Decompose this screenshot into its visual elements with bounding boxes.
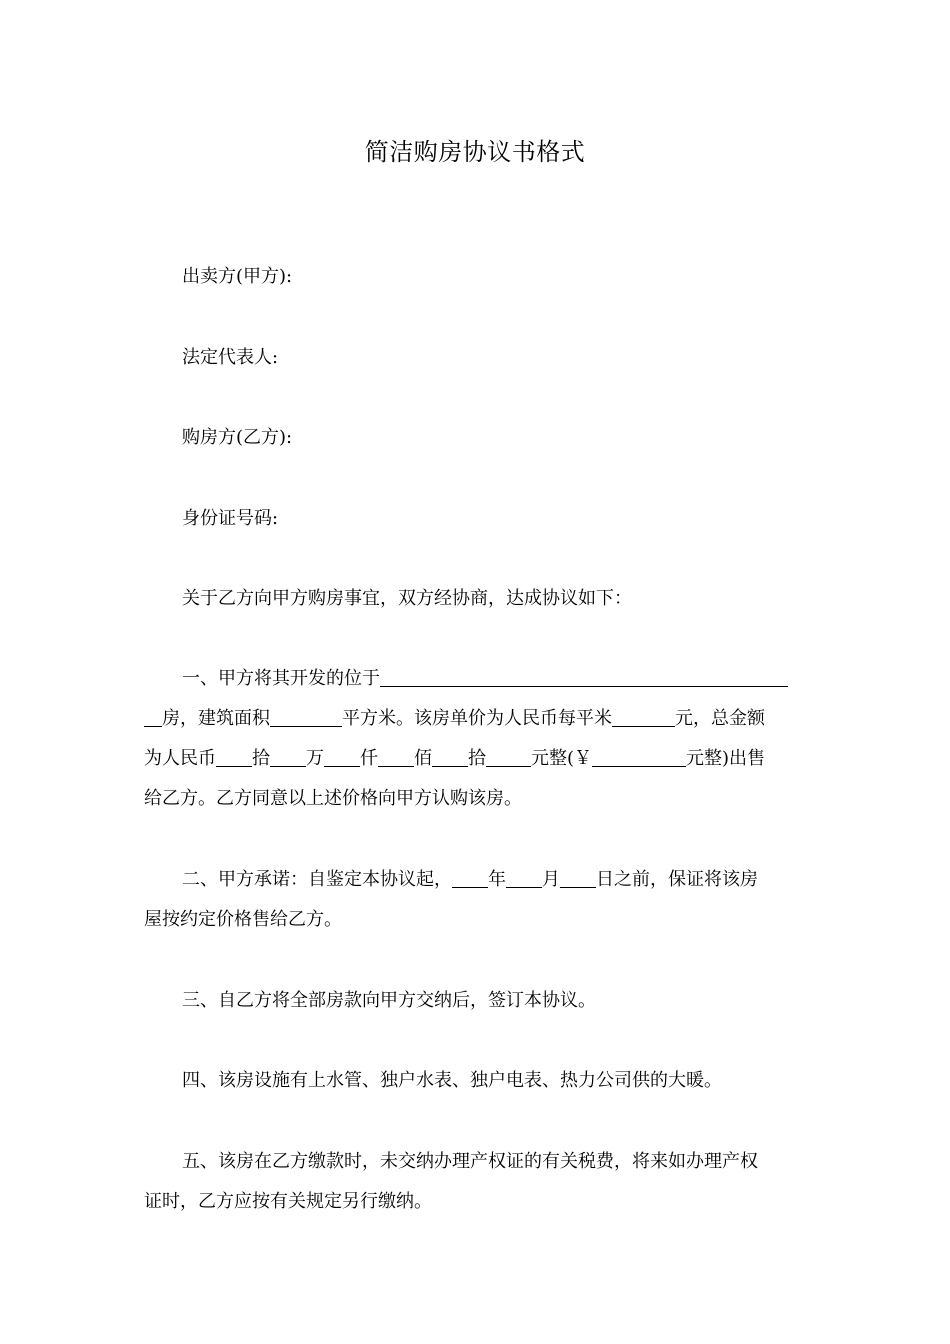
blank-day (560, 869, 596, 888)
clause-1-text: 房，建筑面积 (162, 708, 270, 729)
legal-representative-label: 法定代表人: (182, 347, 279, 368)
clause-1-line-4: 给乙方。乙方同意以上述价格向甲方认购该房。 (144, 788, 522, 809)
clause-1-line-2 (144, 699, 806, 739)
seller-label: 出卖方(甲方): (182, 266, 293, 287)
clause-1-text: 佰 (414, 748, 432, 769)
id-number-label: 身份证号码: (182, 508, 279, 529)
blank-year (452, 869, 488, 888)
clause-1-text: 元整)出售 (686, 748, 766, 769)
blank-amount-figures (592, 748, 686, 767)
clause-1-line-1 (144, 659, 806, 699)
clause-5-line-2: 证时，乙方应按有关规定另行缴纳。 (144, 1191, 432, 1212)
blank-amount (216, 748, 252, 767)
clause-2-line-2: 屋按约定价格售给乙方。 (144, 909, 342, 930)
clause-2-text: 日之前，保证将该房 (596, 869, 758, 890)
blank-amount (324, 748, 360, 767)
clause-4: 四、该房设施有上水管、独户水表、独户电表、热力公司供的大暖。 (182, 1070, 722, 1091)
clause-1-text: 一、甲方将其开发的位于 (182, 668, 380, 689)
clause-1-text: 元，总金额 (675, 708, 765, 729)
clause-1-text: 拾 (468, 748, 486, 769)
blank-location (380, 668, 788, 687)
blank-amount (432, 748, 468, 767)
clause-1-line-3 (144, 739, 806, 779)
blank-month (506, 869, 542, 888)
clause-5-line-1: 五、该房在乙方缴款时，未交纳办理产权证的有关税费，将来如办理产权 (182, 1151, 758, 1172)
clause-1-text: 平方米。该房单价为人民币每平米 (342, 708, 612, 729)
blank-amount (378, 748, 414, 767)
blank-unit-price (612, 708, 675, 727)
clause-3: 三、自乙方将全部房款向甲方交纳后，签订本协议。 (182, 990, 596, 1011)
clause-2-line-1 (144, 860, 806, 900)
clause-2-text: 月 (542, 869, 560, 890)
blank-location-cont (144, 708, 162, 727)
buyer-label: 购房方(乙方): (182, 427, 293, 448)
document-title: 简洁购房协议书格式 (364, 138, 586, 166)
blank-area (270, 708, 342, 727)
clause-1-text: 仟 (360, 748, 378, 769)
clause-2-text: 年 (488, 869, 506, 890)
clause-1-text: 为人民币 (144, 748, 216, 769)
clause-1 (144, 659, 806, 819)
clause-5 (144, 1142, 806, 1222)
clause-2-text: 二、甲方承诺：自鉴定本协议起， (182, 869, 452, 890)
blank-amount (270, 748, 306, 767)
clause-2 (144, 860, 806, 940)
clause-1-text: 万 (306, 748, 324, 769)
clause-1-text: 拾 (252, 748, 270, 769)
blank-amount (486, 748, 531, 767)
intro-paragraph: 关于乙方向甲方购房事宜，双方经协商，达成协议如下： (182, 588, 632, 609)
clause-1-text: 元整(￥ (531, 748, 593, 769)
